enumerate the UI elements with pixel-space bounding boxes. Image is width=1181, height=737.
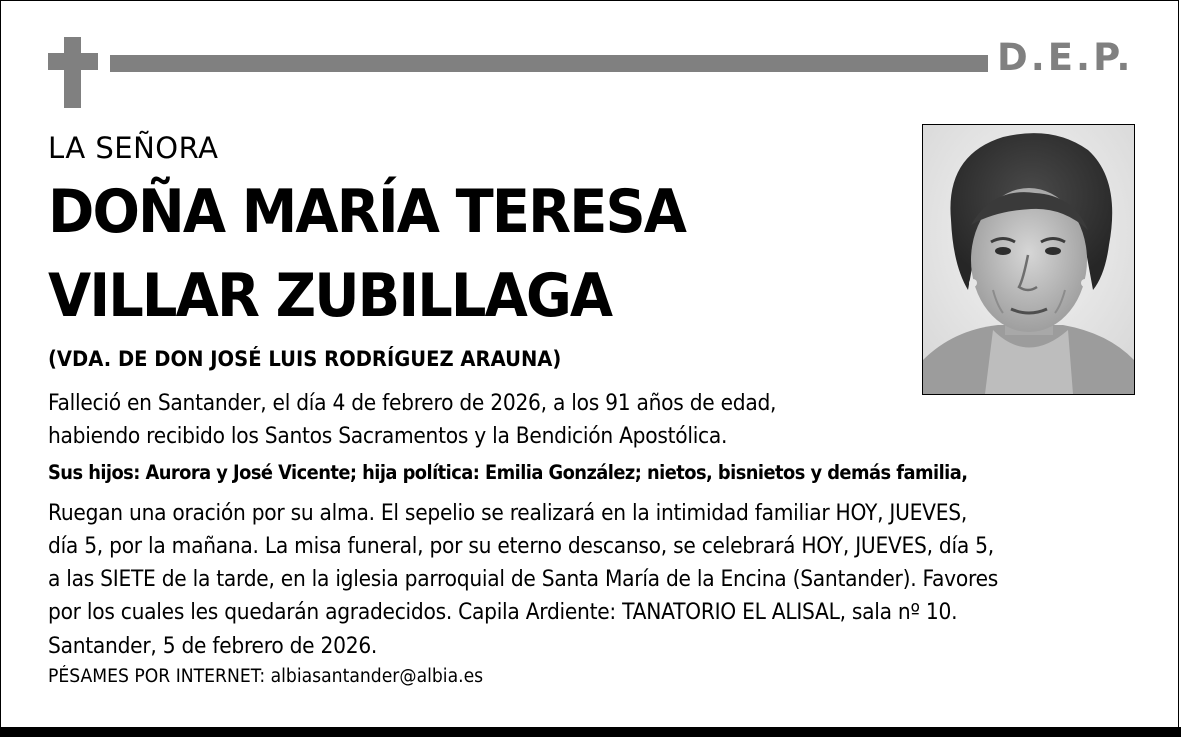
widow-of-line: (VDA. DE DON JOSÉ LUIS RODRÍGUEZ ARAUNA) [48, 347, 562, 371]
deceased-name-line2: VILLAR ZUBILLAGA [48, 261, 612, 331]
bottom-border [0, 727, 1181, 737]
header-rule [110, 55, 988, 72]
prayer-line: por los cuales les quedarán agradecidos. Capila Ardiente: TANATORIO EL ALISAL, sala nº 10. [48, 600, 958, 625]
death-line: Falleció en Santander, el día 4 de febrero de 2026, a los 91 años de edad, [48, 391, 777, 416]
family-line: Sus hijos: Aurora y José Vicente; hija política: Emilia González; nietos, bisnietos y demás familia, [48, 461, 968, 484]
condolences-line: PÉSAMES POR INTERNET: albiasantander@albia.es [48, 666, 484, 687]
portrait-photo [922, 124, 1135, 395]
intro-label: LA SEÑORA [48, 131, 219, 165]
prayer-line: a las SIETE de la tarde, en la iglesia parroquial de Santa María de la Encina (Santander). Favores [48, 567, 999, 592]
prayer-paragraph [48, 497, 998, 629]
deceased-name-line1: DOÑA MARÍA TERESA [48, 177, 686, 247]
prayer-line: Ruegan una oración por su alma. El sepelio se realizará en la intimidad familiar HOY, JUEVES, [48, 501, 967, 526]
death-details [48, 387, 776, 453]
prayer-line: día 5, por la mañana. La misa funeral, por su eterno descanso, se celebrará HOY, JUEVES, día 5, [48, 534, 994, 559]
place-date: Santander, 5 de febrero de 2026. [48, 634, 378, 659]
dep-label: D.E.P. [997, 36, 1134, 79]
death-line: habiendo recibido los Santos Sacramentos y la Bendición Apostólica. [48, 424, 728, 449]
